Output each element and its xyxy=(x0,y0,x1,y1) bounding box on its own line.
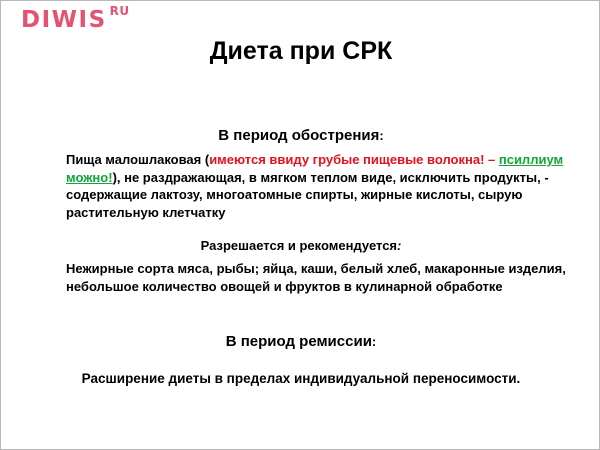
allowed-heading-text: Разрешается и рекомендуется xyxy=(200,238,398,253)
remission-paragraph: Расширение диеты в пределах индивидуальной переносимости. xyxy=(81,371,521,386)
exacerbation-green-text: псиллиум можно! xyxy=(66,152,564,185)
exacerbation-heading-text: В период обострения xyxy=(218,127,380,144)
remission-heading-punct: : xyxy=(371,334,377,349)
site-logo[interactable] xyxy=(21,4,130,33)
remission-heading-text: В период ремиссии xyxy=(225,333,372,350)
logo-text: DIWIS xyxy=(21,7,107,33)
exacerbation-heading xyxy=(1,127,600,144)
exacerbation-heading-punct: : xyxy=(379,128,384,143)
allowed-paragraph: Нежирные сорта мяса, рыбы; яйца, каши, белый хлеб, макаронные изделия, небольшое количество овощей и фруктов в кулинарной обработке xyxy=(66,261,566,294)
remission-heading xyxy=(1,333,600,350)
exacerbation-paragraph xyxy=(66,151,586,221)
logo-suffix: RU xyxy=(109,4,130,18)
slide-title: Диета при СРК xyxy=(209,37,393,65)
exacerbation-red-text: имеются ввиду грубые пищевые волокна! – xyxy=(209,152,499,167)
exacerbation-text-rest: ), не раздражающая, в мягком теплом виде, исключить продукты, - содержащие лактозу, многоатомные спирты, жирные кислоты, сырую растительную клетчатку xyxy=(66,169,549,220)
exacerbation-text-start: Пища малошлаковая ( xyxy=(66,152,210,167)
allowed-heading xyxy=(1,238,600,253)
allowed-heading-punct: : xyxy=(397,238,402,253)
